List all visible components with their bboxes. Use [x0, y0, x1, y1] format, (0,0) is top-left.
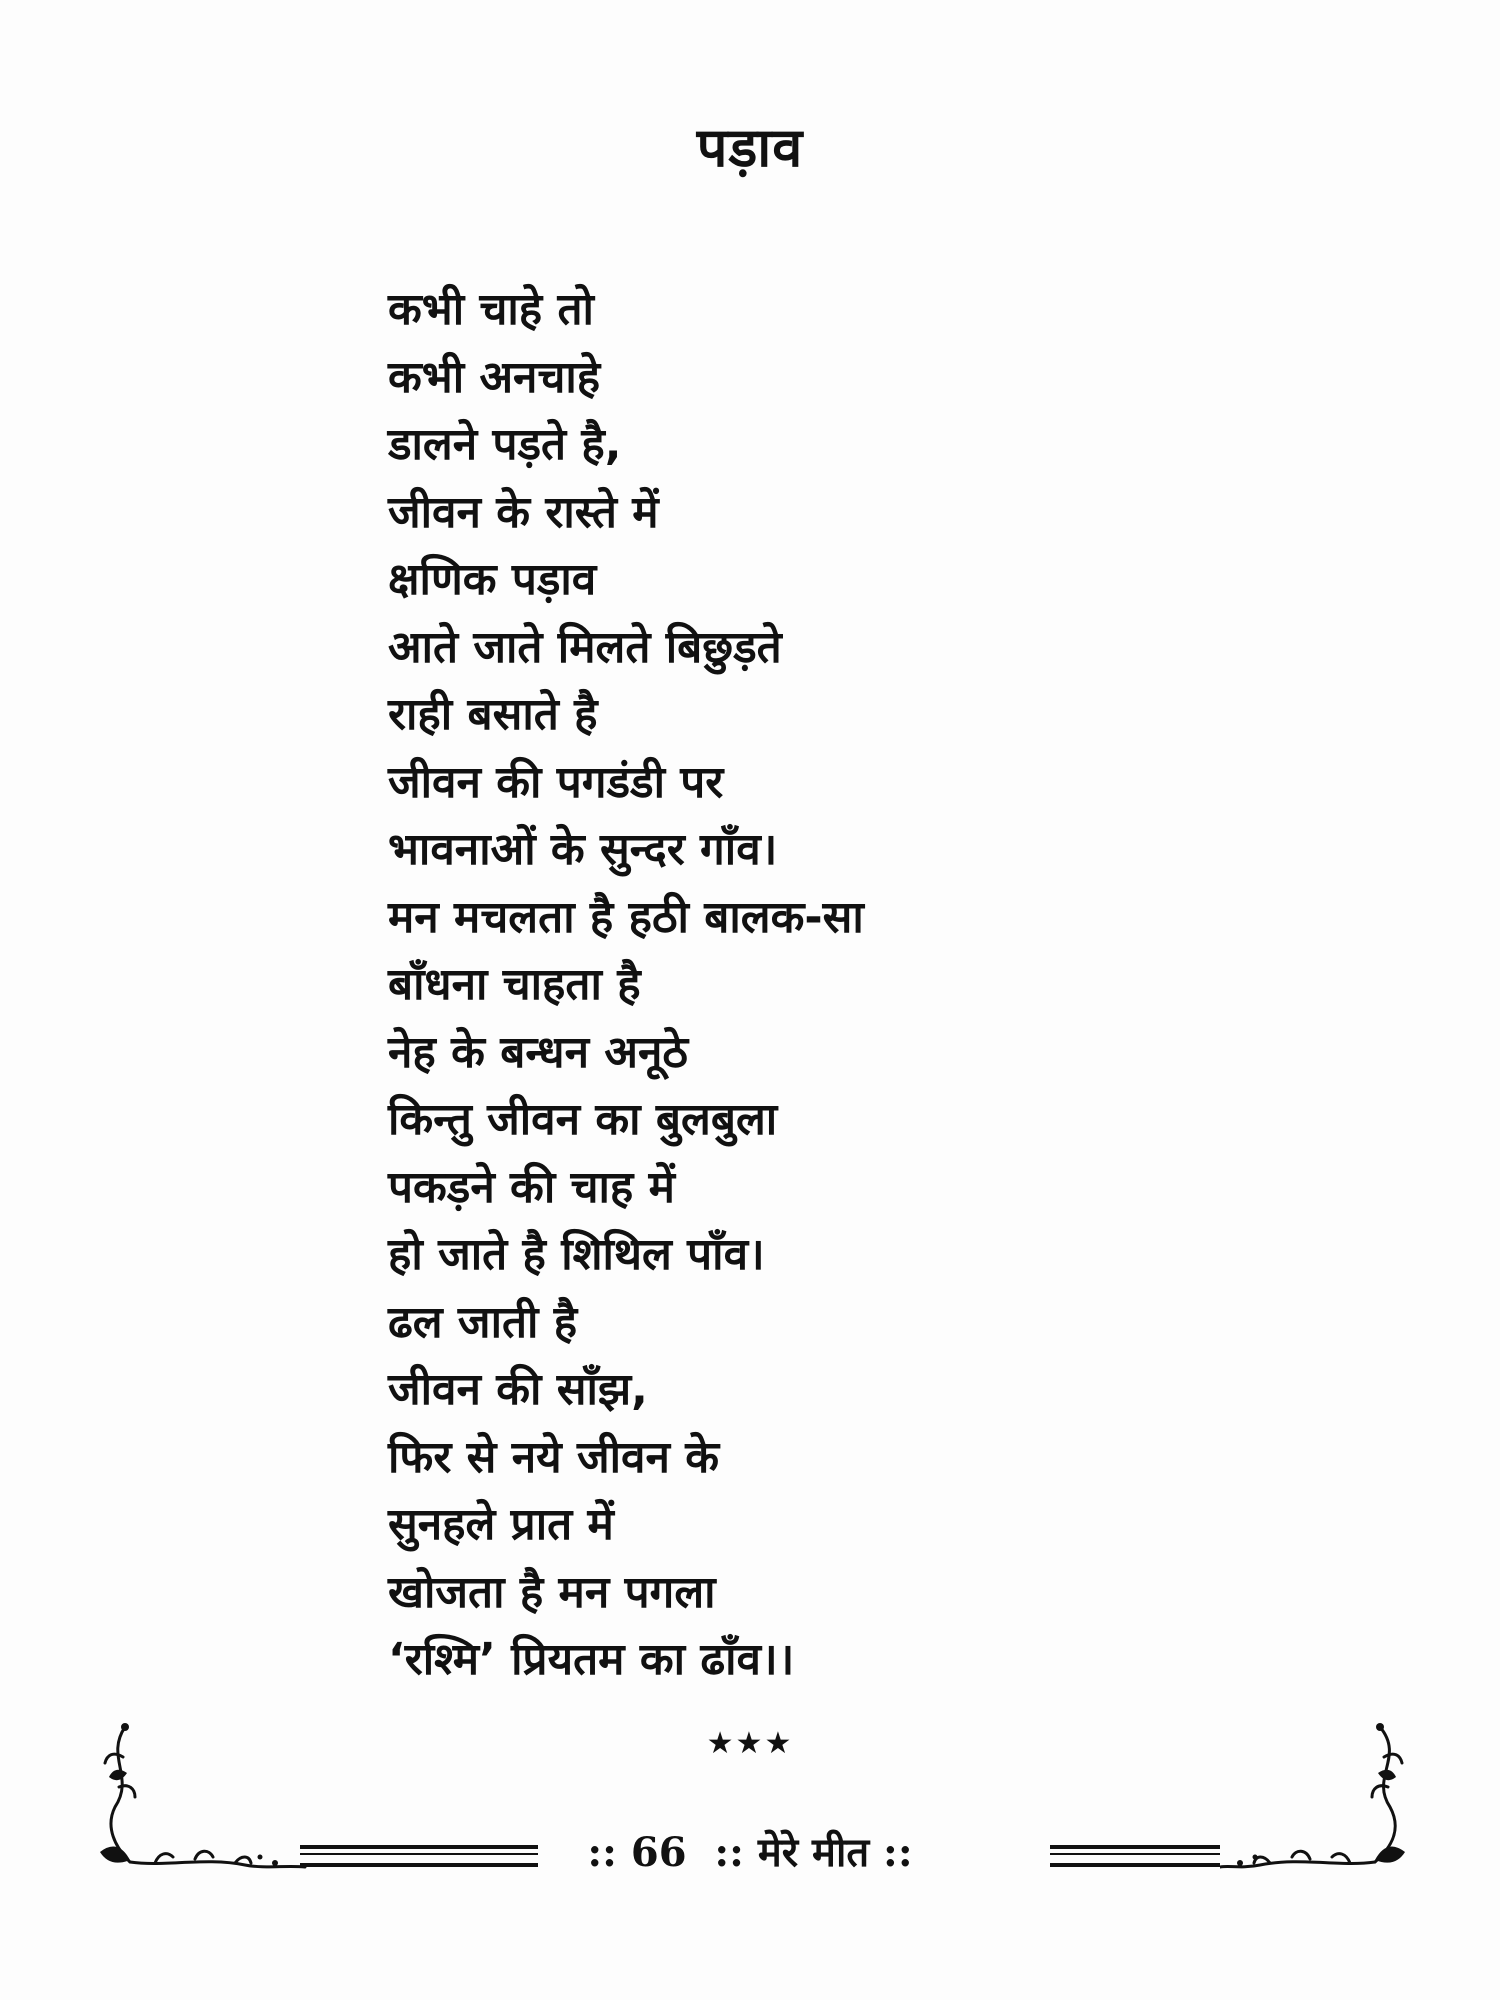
poem-line: जीवन की साँझ,	[388, 1364, 648, 1415]
poem-line: बाँधना चाहता है	[388, 959, 641, 1010]
poem-line: भावनाओं के सुन्दर गाँव।	[388, 824, 778, 875]
poem-line: जीवन के रास्ते में	[388, 486, 659, 538]
poem-title: पड़ाव	[696, 116, 804, 179]
poem-line: हो जाते है शिथिल पाँव।	[388, 1229, 765, 1280]
poem-line: मन मचलता है हठी बालक-सा	[388, 891, 864, 943]
poem-line: आते जाते मिलते बिछुड़ते	[388, 621, 782, 673]
poem-line: कभी अनचाहे	[388, 351, 601, 403]
footer-rule-right	[1050, 1845, 1220, 1867]
page-number-footer: :: 66 :: मेरे मीत ::	[587, 1829, 913, 1876]
floral-vine-icon	[1220, 1717, 1420, 1887]
poem-line: जीवन की पगडंडी पर	[388, 756, 724, 808]
poem-line: सुनहले प्रात में	[388, 1499, 614, 1550]
poem-line: क्षणिक पड़ाव	[388, 554, 597, 605]
poem-line: किन्तु जीवन का बुलबुला	[388, 1094, 778, 1145]
poem-line: ‘रश्मि’ प्रियतम का ढाँव।।	[388, 1634, 795, 1685]
poem-line: नेह के बन्धन अनूठे	[388, 1026, 688, 1078]
poem-body	[388, 276, 1288, 1694]
poem-line: ढल जाती है	[388, 1296, 578, 1348]
page-footer	[0, 1805, 1500, 1895]
poem-line: राही बसाते है	[388, 689, 598, 740]
poem-line: फिर से नये जीवन के	[388, 1431, 719, 1483]
poem-line: खोजता है मन पगला	[388, 1566, 716, 1618]
poem-line: डालने पड़ते है,	[388, 419, 622, 470]
section-separator: ★★★	[706, 1726, 794, 1761]
poem-line: पकड़ने की चाह में	[388, 1161, 675, 1213]
poem-line: कभी चाहे तो	[388, 284, 594, 335]
